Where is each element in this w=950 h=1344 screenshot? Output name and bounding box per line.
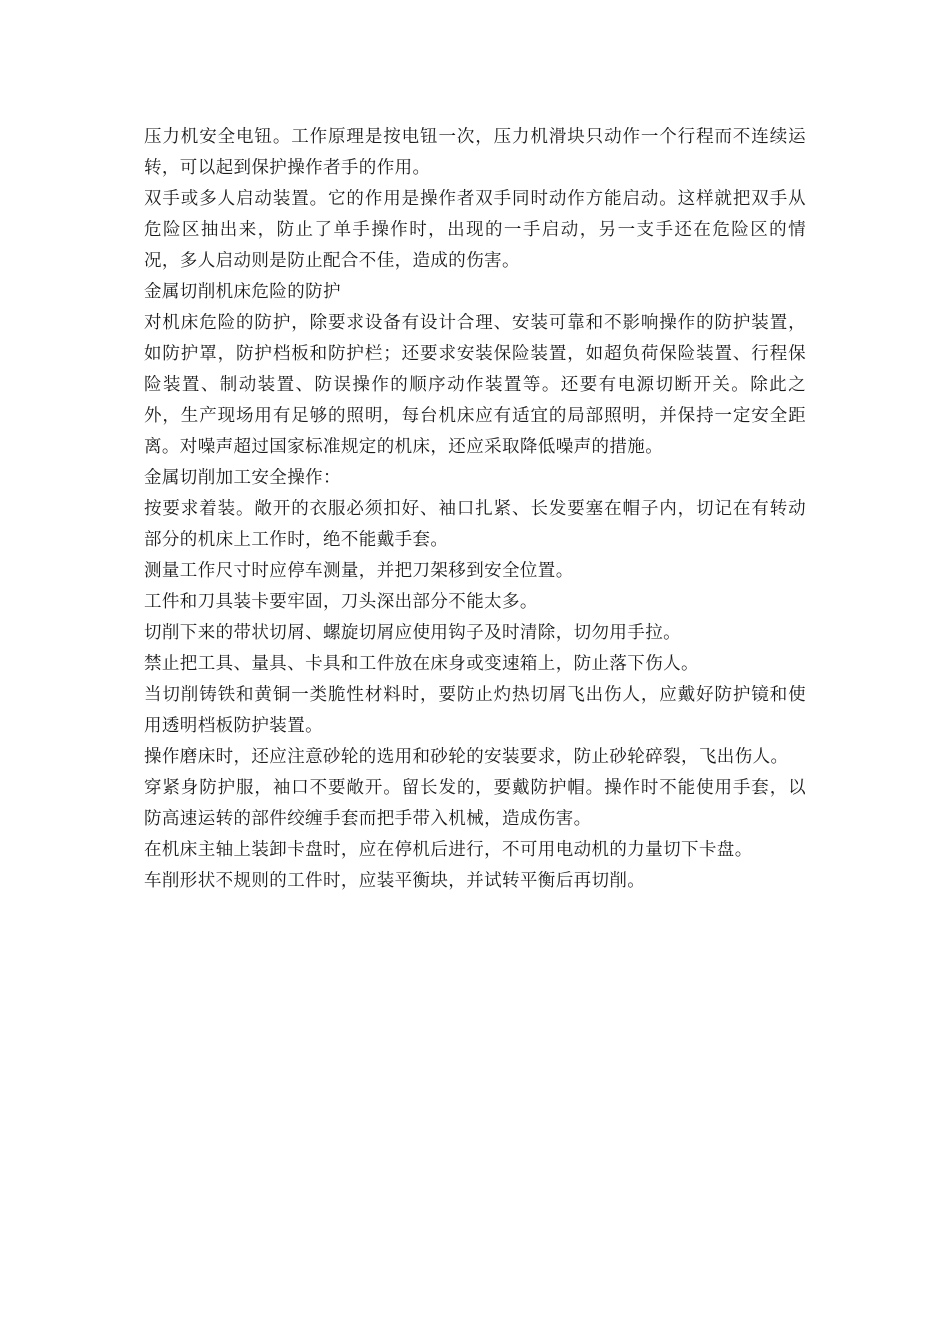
paragraph-brittle-material: 当切削铸铁和黄铜一类脆性材料时，要防止灼热切屑飞出伤人，应戴好防护镜和使用透明档板防护装置。 (144, 685, 806, 736)
paragraph-chip-removal: 切削下来的带状切屑、螺旋切屑应使用钩子及时清除，切勿用手拉。 (144, 623, 681, 643)
paragraph-clamp-firmly: 工件和刀具装卡要牢固，刀头深出部分不能太多。 (144, 592, 538, 612)
paragraph-irregular-workpiece: 车削形状不规则的工件时，应装平衡块，并试转平衡后再切削。 (144, 871, 646, 891)
paragraph-dress-code: 按要求着装。敞开的衣服必须扣好、袖口扎紧、长发要塞在帽子内，切记在有转动部分的机床上工作时，绝不能戴手套。 (144, 499, 806, 550)
paragraph-two-hand-start: 双手或多人启动装置。它的作用是操作者双手同时动作方能启动。这样就把双手从危险区抽出来，防止了单手操作时，出现的一手启动，另一支手还在危险区的情况，多人启动则是防止配合不佳，造成的伤害。 (144, 189, 806, 271)
paragraph-machine-protection: 对机床危险的防护，除要求设备有设计合理、安装可靠和不影响操作的防护装置，如防护罩，防护档板和防护栏；还要求安装保险装置，如超负荷保险装置、行程保险装置、制动装置、防误操作的顺序动作装置等。还要有电源切断开关。除此之外，生产现场用有足够的照明，每台机床应有适宜的局部照明，并保持一定安全距离。对噪声超过国家标准规定的机床，还应采取降低噪声的措施。 (144, 313, 806, 457)
paragraph-no-tools-on-bed: 禁止把工具、量具、卡具和工件放在床身或变速箱上，防止落下伤人。 (144, 654, 699, 674)
paragraph-measure-stopped: 测量工作尺寸时应停车测量，并把刀架移到安全位置。 (144, 561, 574, 581)
paragraph-press-safety-button: 压力机安全电钮。工作原理是按电钮一次，压力机滑块只动作一个行程而不连续运转，可以起到保护操作者手的作用。 (144, 127, 806, 178)
paragraph-chuck-change: 在机床主轴上装卸卡盘时，应在停机后进行，不可用电动机的力量切下卡盘。 (144, 840, 753, 860)
paragraph-grinder: 操作磨床时，还应注意砂轮的选用和砂轮的安装要求，防止砂轮碎裂，飞出伤人。 (144, 747, 789, 767)
section-heading-safe-operation: 金属切削加工安全操作： (144, 468, 341, 488)
document-body (144, 122, 806, 897)
paragraph-protective-clothing: 穿紧身防护服，袖口不要敞开。留长发的，要戴防护帽。操作时不能使用手套，以防高速运转的部件绞缠手套而把手带入机械，造成伤害。 (144, 778, 806, 829)
section-heading-machine-protection: 金属切削机床危险的防护 (144, 282, 341, 302)
